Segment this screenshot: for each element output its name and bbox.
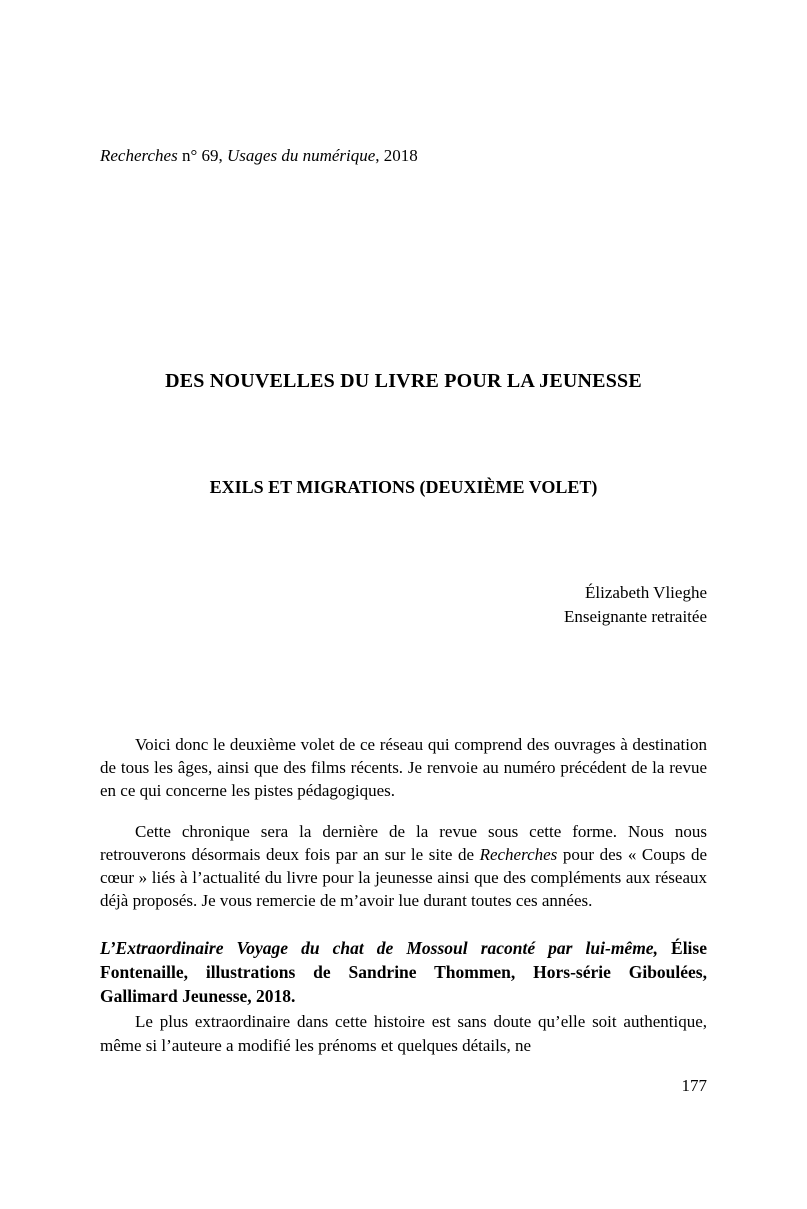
page-subtitle: EXILS ET MIGRATIONS (DEUXIÈME VOLET)	[209, 477, 598, 497]
author-name: Élizabeth Vlieghe	[585, 583, 707, 602]
paragraph-chronique-run-2: pour des « Coups de cœur » liés à l’actualité du livre pour la jeunesse ainsi que des compléments aux réseaux déjà proposés. Je vous remercie de m’avoir lue durant toutes ces années.	[100, 844, 707, 911]
journal-year: , 2018	[375, 146, 418, 165]
journal-issue-title: Usages du numérique	[227, 146, 376, 165]
paragraph-chronique-run-1: Cette chronique sera la dernière de la revue sous cette forme. Nous nous retrouverons désormais deux fois par an sur le site de	[100, 821, 707, 864]
author-role: Enseignante retraitée	[563, 607, 707, 626]
author-block	[100, 581, 707, 629]
journal-issue: n° 69,	[177, 146, 228, 165]
book-entry-heading	[100, 936, 707, 1008]
book-title: L’Extraordinaire Voyage du chat de Mossoul raconté par lui-même,	[100, 938, 658, 959]
book-credits: Élise Fontenaille, illustrations de Sandrine Thommen, Hors-série Giboulées, Gallimard Jeunesse, 2018.	[100, 938, 707, 1007]
paragraph-intro: Voici donc le deuxième volet de ce réseau qui comprend des ouvrages à destination de tous les âges, ainsi que des films récents. Je renvoie au numéro précédent de la revue en ce qui concerne les pistes pédagogiques.	[100, 735, 707, 801]
paragraph-review: Le plus extraordinaire dans cette histoire est sans doute qu’elle soit authentique, même si l’auteure a modifié les prénoms et quelques détails, ne	[100, 1012, 707, 1055]
page-title: DES NOUVELLES DU LIVRE POUR LA JEUNESSE	[165, 370, 642, 392]
page-number: 177	[681, 1075, 707, 1095]
journal-name: Recherches	[100, 146, 178, 165]
journal-header	[100, 145, 707, 167]
paragraph-chronique	[100, 820, 707, 913]
paragraph-chronique-journal-name: Recherches	[479, 844, 558, 864]
page-content	[100, 0, 707, 1096]
